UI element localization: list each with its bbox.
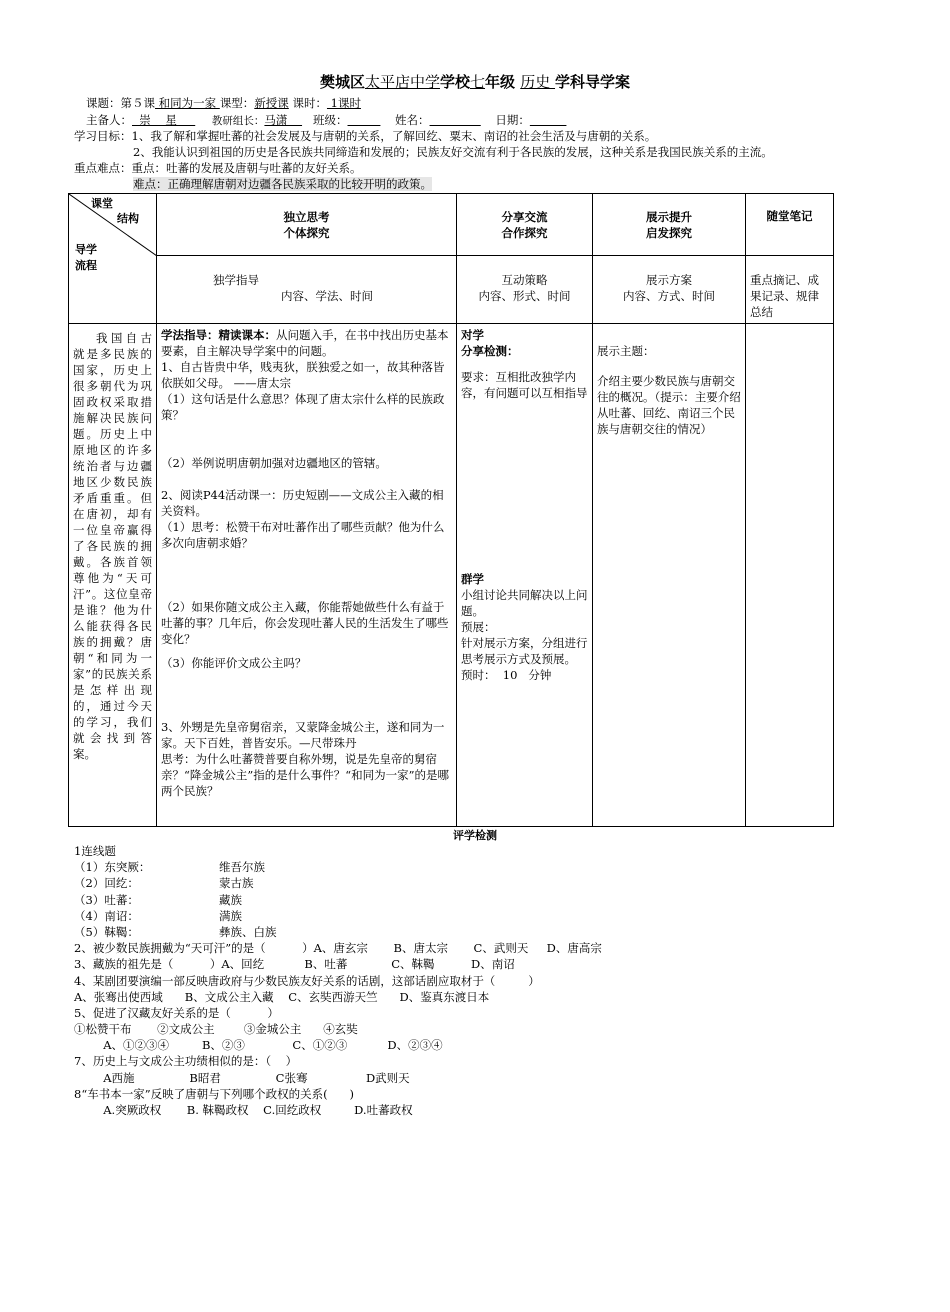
name-value [430,113,481,127]
corner-daoxue: 导学 [75,243,97,256]
match-right-5: 彝族、白族 [219,924,277,939]
share-cell [457,324,593,827]
show-cell [593,324,746,827]
question-3: 3、外甥是先皇帝舅宿亲，又蒙降金城公主，遂和同为一家。天下百姓，普皆安乐。—尺带珠丹 [161,720,445,750]
lesson-info-line [86,96,361,111]
guide-text: 从问题入手，在书中找出历史基本要素，自主解决导学案中的问题。 [161,328,449,358]
match-left-1: （1）东突厥： [74,860,151,875]
col3-s2: 内容、方式、时间 [623,289,715,303]
document-title [0,71,950,92]
difficulty-text: 难点：正确理解唐朝对边疆各民族采取的比较开明的政策。 [133,177,432,191]
independent-study-cell [157,324,457,827]
question-2: 2、阅读P44活动课一：历史短剧——文成公主入藏的相关资料。 [161,488,444,518]
col4-h1: 随堂笔记 [766,209,813,223]
col-header-share [457,194,593,256]
match-row [74,892,874,908]
date-label: 日期： [480,113,530,127]
eval-question-5-options: A、①②③④ B、②③ C、①②③ D、②③④ [74,1038,443,1053]
eval-question-5-items: ①松赞干布 ②文成公主 ③金城公主 ④玄奘 [74,1022,358,1037]
title-subject: 历史 [520,73,556,91]
sub-header-independent [157,256,457,324]
question-1-1: （1）这句话是什么意思？体现了唐太宗什么样的民族政策？ [161,392,445,422]
eval-question-2: 2、被少数民族拥戴为“天可汗”的是（ ）A、唐玄宗 B、唐太宗 C、武则天 D、唐高宗 [74,941,602,956]
question-2-2: （2）如果你随文成公主入藏，你能帮她做些什么有益于吐蕃的事？几年后，你会发现吐蕃人民的生活发生了哪些变化？ [161,600,449,646]
col3-s1: 展示方案 [646,273,692,287]
match-right-2: 蒙古族 [219,876,254,891]
preparer-value: 崇 星 [132,113,196,127]
corner-ketang: 课堂 [91,197,113,210]
leader-value: 马潇 [264,113,303,127]
lesson-value: 和同为一家 [155,96,220,110]
eval-question-7: 7、历史上与文成公主功绩相似的是：（ ） [74,1054,298,1069]
col2-s1: 互动策略 [501,273,548,287]
corner-liucheng: 流程 [75,259,97,272]
hours-value: 1课时 [326,96,361,110]
intro-cell [69,324,157,827]
question-1: 1、自古皆贵中华，贱夷狄，朕独爱之如一，故其种落皆依朕如父母。 ——唐太宗 [161,360,445,390]
preparer-label: 主备人： [86,113,132,127]
match-left-3: （3）吐蕃： [74,892,139,907]
learning-goals-2: 2、我能认识到祖国的历史是各民族共同缔造和发展的；民族友好交流有利于各民族的发展，这种关系是我国民族关系的主流。 [133,145,773,159]
learning-goals-1: 学习目标：1、我了解和掌握吐蕃的社会发展及与唐朝的关系，了解回纥、粟末、南诏的社会生活及与唐朝的关系。 [74,129,657,143]
title-grade: 七 [470,73,486,91]
col1-h2: 个体探究 [283,225,330,240]
title-school: 太平店中学 [364,73,440,91]
col2-s2: 内容、形式、时间 [478,289,571,303]
eval-question-4-options: A、张骞出使西域 B、文成公主入藏 C、玄奘西游天竺 D、鉴真东渡日本 [74,989,490,1004]
col-header-notes [746,194,834,256]
guide-table [68,193,834,827]
title-school-suffix: 学校 [439,73,470,91]
col3-h1: 展示提升 [646,209,692,224]
preparer-line [86,113,566,129]
notes-cell [746,324,834,827]
group-text: 小组讨论共同解决以上问题。 [461,588,588,618]
difficulty-line [133,177,432,192]
show-topic: 展示主题： [597,344,655,358]
eval-question-7-options: A西施 B昭君 C张骞 D武则天 [74,1070,410,1085]
sub-header-show [593,256,746,324]
question-1-2: （2）举例说明唐朝加强对边疆地区的管辖。 [161,456,387,470]
question-2-3: （3）你能评价文成公主吗？ [161,656,307,670]
match-row [74,875,874,891]
pair-title: 对学 [461,328,484,342]
col1-s2: 内容、学法、时间 [281,289,373,303]
evaluation-title: 评学检测 [453,829,497,842]
class-value [348,113,381,127]
title-district: 樊城区 [319,73,365,91]
eval-question-3: 3、藏族的祖先是（ ）A、回纥 B、吐蕃 C、靺鞨 D、南诏 [74,957,515,972]
sub-header-share [457,256,593,324]
eval-question-5: 5、促进了汉藏友好关系的是（ ） [74,1005,279,1020]
match-left-5: （5）靺鞨： [74,924,139,939]
title-suffix: 学科导学案 [555,73,631,91]
question-3-think: 思考：为什么吐蕃赞普要自称外甥，说是先皇帝的舅宿亲？“降金城公主”指的是什么事件？“和同为一家”的是哪两个民族？ [161,752,450,798]
eval-question-4: 4、某剧团要演编一部反映唐政府与少数民族友好关系的话剧，这部话剧应取材于（ ） [74,973,540,988]
col2-h2: 合作探究 [501,225,548,240]
intro-text: 我国自古就是多民族的国家，历史上很多朝代为巩固政权采取措施解决民族问题。历史上中原地区的许多统治者与边疆地区少数民族矛盾重重。但在唐初，却有一位皇帝赢得了各民族的拥戴。各族首领尊他为“天可汗”。这位皇帝是谁？他为什么能获得各民族的拥戴？唐朝“和同为一家”的民族关系是怎样出现的，通过今天的学习，我们就会找到答案。 [73,331,152,761]
match-left-4: （4）南诏： [74,908,139,923]
time-text: 预时： 10 分钟 [461,668,552,682]
match-row [74,908,874,924]
title-grade-suffix: 年级 [485,73,521,91]
type-value: 新授课 [254,96,289,110]
leader-label: 教研组长： [195,115,265,127]
match-right-4: 满族 [219,908,242,923]
match-right-1: 维吾尔族 [219,860,265,875]
col1-s1: 独学指导 [213,273,259,287]
match-left-2: （2）回纥： [74,876,139,891]
group-title: 群学 [461,572,484,586]
match-title: 1连线题 [74,844,116,858]
col-header-independent [157,194,457,256]
match-right-3: 藏族 [219,892,242,907]
corner-cell [69,194,157,324]
corner-jiegou: 结构 [117,212,139,225]
col-header-show [593,194,746,256]
match-row [74,924,874,940]
pair-requirement: 要求：互相批改独学内容，有问题可以互相指导 [461,370,588,400]
eval-question-8-options: A.突厥政权 B. 靺鞨政权 C.回纥政权 D.吐蕃政权 [74,1103,413,1117]
preview-label: 预展： [461,620,496,634]
hours-label: 课时： [288,96,327,110]
col3-h2: 启发探究 [646,225,692,240]
col2-h1: 分享交流 [501,209,548,224]
date-value [530,113,567,127]
lesson-label: 课题：第５课 [86,96,155,110]
preview-text: 针对展示方案，分组进行思考展示方式及预展。 [461,636,588,666]
pair-sub: 分享检测： [461,344,519,358]
key-points: 重点难点：重点：吐蕃的发展及唐朝与吐蕃的友好关系。 [74,161,362,175]
evaluation-section [74,843,874,1118]
eval-question-8: 8“车书本一家”反映了唐朝与下列哪个政权的关系( ) [74,1086,354,1101]
question-2-1: （1）思考：松赞干布对吐蕃作出了哪些贡献？他为什么多次向唐朝求婚？ [161,520,445,550]
col1-h1: 独立思考 [283,209,330,224]
match-row [74,859,874,875]
type-label: 课型： [219,96,255,110]
name-label: 姓名： [380,113,430,127]
sub-header-notes: 重点摘记、成果记录、规律总结 [746,256,834,324]
show-text: 介绍主要少数民族与唐朝交往的概况。（提示：主要介绍从吐蕃、回纥、南诏三个民族与唐朝交往的情况） [597,374,741,436]
guide-bold: 学法指导：精读课本： [161,328,276,342]
class-label: 班级： [302,113,348,127]
